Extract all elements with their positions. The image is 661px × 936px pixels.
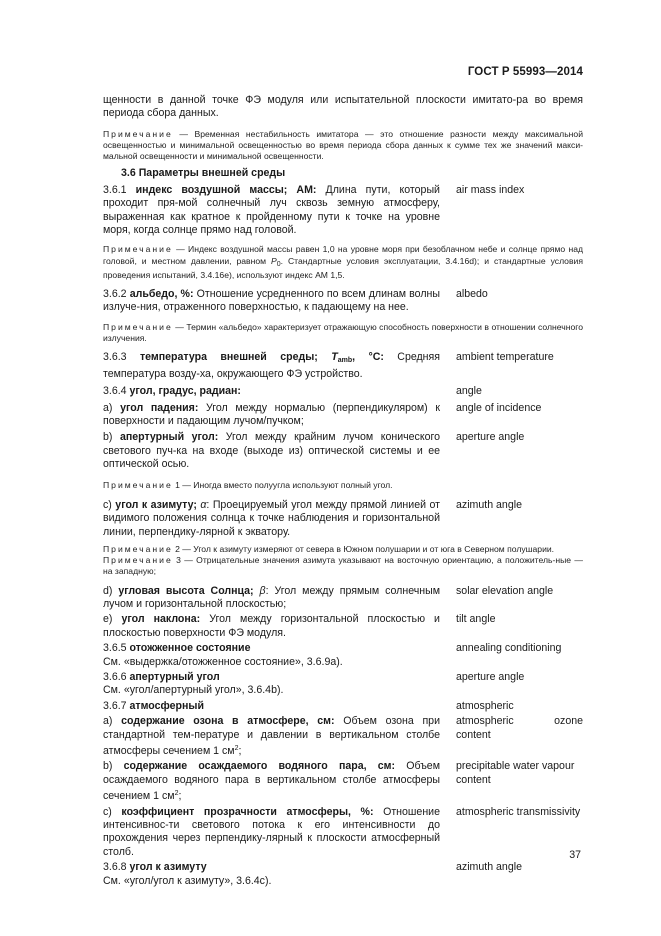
note-text: — Индекс воздушной массы равен 1,0 на уровне моря при безоблачном небе и солнце прямо над головой, и местном давлении, равном bbox=[103, 244, 584, 266]
entry-term: угловая высота Солнца; bbox=[118, 584, 254, 597]
pressure-subscript: 0 bbox=[276, 260, 281, 268]
item-prefix: е) bbox=[103, 613, 113, 626]
note-label: Примечание bbox=[103, 244, 173, 255]
entry-3-6-4-d bbox=[103, 585, 583, 612]
entry-ru bbox=[103, 700, 440, 713]
note-text: 1 — Иногда вместо полуугла используют полный угол. bbox=[175, 479, 393, 490]
entry-definition: Средняя температура возду-ха, окружающего ФЭ устройство. bbox=[103, 351, 441, 380]
entry-3-6-3 bbox=[103, 351, 583, 381]
note-text: 3 — Отрицательные значения азимута указывают на восточную ориентацию, а положитель-ные — на западную; bbox=[103, 555, 583, 577]
entry-term: содержание осаждаемого водяного пара, см: bbox=[123, 760, 396, 773]
note-text: — Термин «альбедо» характеризует отражающую способность поверхности в отношении солнечного излучения. bbox=[103, 321, 583, 344]
entry-3-6-5 bbox=[103, 642, 583, 669]
entry-definition: Отношение интенсивнос-ти светового потока к его интенсивности до прохождения через перпендику-лярный к плоскости атмосферный столб. bbox=[103, 805, 440, 858]
entry-term bbox=[140, 351, 384, 363]
entry-number: 3.6.8 bbox=[103, 861, 127, 874]
entry-3-6-7-c bbox=[103, 806, 583, 860]
item-prefix: b) bbox=[103, 760, 113, 773]
pressure-symbol: P bbox=[271, 255, 277, 266]
entry-definition: Угол между нормалью (перпендикуляром) к поверхности и падающим лучом/пучком; bbox=[103, 401, 440, 427]
entry-term: апертурный угол: bbox=[119, 431, 219, 444]
note-albedo bbox=[103, 322, 583, 344]
entry-en: aperture angle bbox=[456, 671, 525, 683]
note-label: Примечание bbox=[103, 479, 173, 490]
item-prefix: а) bbox=[103, 715, 113, 728]
entry-ru bbox=[103, 715, 440, 758]
entry-en: precipitable water vapour content bbox=[456, 760, 575, 786]
section-heading bbox=[103, 167, 583, 180]
continuation-paragraph: щенности в данной точке ФЭ модуля или испытательной плоскости имитато-ра во время периода сбора данных. bbox=[103, 94, 583, 120]
document-id-header: ГОСТ Р 55993—2014 bbox=[467, 66, 583, 78]
entry-definition: Длина пути, который проходит пря-мой солнечный луч сквозь земную атмосферу, выраженная как кратное к пройденному пути к точке на уровне моря, когда солнце прямо над головой. bbox=[103, 183, 440, 237]
entry-term: индекс воздушной массы; AM: bbox=[135, 183, 317, 196]
entry-3-6-4-e bbox=[103, 613, 583, 640]
entry-ru bbox=[103, 760, 440, 803]
entry-ru bbox=[103, 671, 440, 698]
entry-term: атмосферный bbox=[129, 699, 204, 712]
entry-ru bbox=[103, 861, 440, 888]
entry-en: azimuth angle bbox=[456, 861, 522, 874]
entry-en: tilt angle bbox=[456, 613, 496, 626]
entry-ru bbox=[103, 806, 440, 860]
section-title: Параметры внешней среды bbox=[138, 167, 286, 180]
entry-ru bbox=[103, 613, 440, 640]
superscript: 2 bbox=[234, 745, 239, 753]
entry-term: апертурный угол bbox=[129, 671, 220, 683]
beta-symbol: β bbox=[259, 584, 266, 597]
entry-3-6-8 bbox=[103, 861, 583, 888]
entry-reference: См. «угол/апертурный угол», 3.6.4b). bbox=[103, 684, 284, 697]
entry-number: 3.6.7 bbox=[103, 699, 127, 712]
superscript: 2 bbox=[174, 790, 179, 798]
entry-definition: Объем озона при стандартной тем-пературе и давлении в вертикальном столбе атмосферы сечением 1 см bbox=[103, 715, 440, 758]
entry-definition: Угол между крайним лучом конического светового пуч-ка на входе (выходе из) оптической системы и ее оптической осью. bbox=[103, 431, 440, 471]
entry-ru bbox=[103, 642, 440, 669]
entry-ru bbox=[103, 385, 440, 398]
item-prefix: b) bbox=[103, 431, 113, 444]
entry-en: atmospheric transmissivity bbox=[456, 805, 581, 818]
punctuation: ; bbox=[178, 790, 182, 803]
entry-en: aperture angle bbox=[456, 431, 525, 444]
entry-en: solar elevation angle bbox=[456, 584, 554, 597]
entry-3-6-2 bbox=[103, 288, 583, 315]
entry-term: альбедо, %: bbox=[129, 288, 194, 301]
entry-definition: Объем осаждаемого водяного пара в вертикальном столбе атмосферы сечением 1 см bbox=[103, 760, 440, 803]
note-nonstability bbox=[103, 129, 583, 163]
entry-en: azimuth angle bbox=[456, 498, 522, 511]
entry-number: 3.6.6 bbox=[103, 671, 127, 683]
entry-ru bbox=[103, 288, 440, 315]
item-prefix: с) bbox=[103, 805, 112, 818]
note-2 bbox=[103, 544, 583, 555]
note-label: Примечание bbox=[103, 321, 173, 332]
note-text: 2 — Угол к азимуту измеряют от севера в Южном полушарии и от юга в Северном полушарии. bbox=[175, 543, 555, 554]
entry-term: угол наклона: bbox=[121, 613, 201, 626]
entry-term: содержание озона в атмосфере, см: bbox=[121, 715, 335, 728]
note-1 bbox=[103, 480, 583, 491]
entry-number: 3.6.1 bbox=[103, 183, 127, 196]
entry-en: ambient temperature bbox=[456, 351, 554, 364]
entry-3-6-1 bbox=[103, 184, 583, 238]
entry-term: угол к азимуту; bbox=[115, 498, 197, 511]
entry-en: angle bbox=[456, 385, 482, 398]
entry-definition: : Проецируемый угол между прямой линией от видимого положения солнца к точке наблюдения и горизонтальной линии, перпендику-лярной к экватору. bbox=[103, 498, 440, 538]
entry-definition: : Угол между прямым солнечным лучом и горизонтальной плоскостью; bbox=[103, 584, 440, 610]
entry-number: 3.6.4 bbox=[103, 385, 127, 398]
entry-en: albedo bbox=[456, 288, 488, 301]
entry-term: угол падения: bbox=[120, 401, 199, 414]
entry-3-6-7 bbox=[103, 700, 583, 713]
entry-3-6-6 bbox=[103, 671, 583, 698]
entry-3-6-7-b bbox=[103, 760, 583, 803]
entry-3-6-4-c bbox=[103, 499, 583, 539]
note-text-cont: . Стандартные условия эксплуатации, 3.4.16d); и стандартные условия проведения испытаний, 3.4.16е), используют индекс АМ 1,5. bbox=[103, 255, 583, 280]
entry-en: annealing conditioning bbox=[456, 642, 562, 655]
entry-ru bbox=[103, 402, 440, 429]
entry-number: 3.6.2 bbox=[103, 288, 127, 301]
entry-term: угол, градус, радиан: bbox=[129, 385, 241, 398]
page-number: 37 bbox=[569, 849, 581, 861]
entry-definition: Отношение усредненного по всем длинам волны излуче-ния, отраженного поверхностью, к падающему на нее. bbox=[103, 288, 440, 314]
item-prefix: d) bbox=[103, 584, 113, 597]
entry-ru bbox=[103, 184, 440, 238]
note-label: Примечание bbox=[103, 543, 173, 554]
entry-3-6-4 bbox=[103, 385, 583, 398]
entry-term: угол к азимуту bbox=[129, 861, 207, 874]
entry-3-6-4-b bbox=[103, 431, 583, 471]
entry-number: 3.6.5 bbox=[103, 642, 127, 655]
entry-reference: См. «угол/угол к азимуту», 3.6.4с). bbox=[103, 874, 272, 887]
entry-ru bbox=[103, 351, 440, 381]
entry-ru bbox=[103, 431, 440, 471]
note-3 bbox=[103, 555, 583, 577]
item-prefix: а) bbox=[103, 401, 113, 414]
page-content bbox=[103, 94, 583, 888]
note-label: Примечание bbox=[103, 555, 173, 566]
section-number: 3.6 bbox=[121, 167, 136, 180]
temperature-symbol: T bbox=[331, 351, 338, 364]
entry-en: atmospheric ozone content bbox=[456, 715, 583, 741]
note-text: — Временная нестабильность имитатора — это отношение разности между максимальной освещенностью и минимальной освещенностью во время периода сбора данных к сумме тех же значений макси-мальной освещенности и минимальной освещенности. bbox=[103, 128, 584, 162]
entry-3-6-7-a bbox=[103, 715, 583, 758]
entry-reference: См. «выдержка/отожженное состояние», 3.6.9а). bbox=[103, 655, 343, 668]
entry-en: angle of incidence bbox=[456, 401, 542, 414]
entry-term: коэффициент прозрачности атмосферы, %: bbox=[121, 805, 374, 818]
alpha-symbol: α bbox=[200, 498, 207, 511]
term-unit: , °С: bbox=[352, 351, 384, 364]
entry-definition: Угол между горизонтальной плоскостью и плоскостью поверхности ФЭ модуля. bbox=[103, 613, 440, 639]
term-text: температура внешней среды; bbox=[139, 351, 318, 364]
note-label: Примечание bbox=[103, 128, 173, 139]
entry-number: 3.6.3 bbox=[103, 351, 127, 364]
entry-ru bbox=[103, 585, 440, 612]
item-prefix: с) bbox=[103, 498, 112, 511]
entry-ru bbox=[103, 499, 440, 539]
entry-en: air mass index bbox=[456, 183, 525, 196]
entry-term: отожженное состояние bbox=[129, 642, 251, 655]
entry-3-6-4-a bbox=[103, 402, 583, 429]
punctuation: ; bbox=[238, 745, 242, 758]
entry-en: atmospheric bbox=[456, 699, 514, 712]
temperature-subscript: amb bbox=[337, 357, 353, 365]
note-air-mass bbox=[103, 244, 583, 281]
